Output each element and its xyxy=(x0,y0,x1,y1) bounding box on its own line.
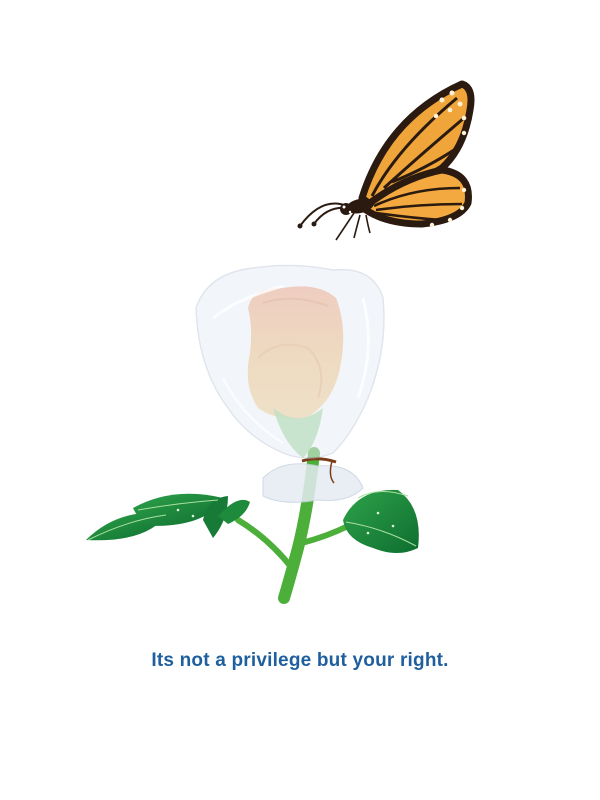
butterfly-icon xyxy=(292,78,477,248)
tagline: Its not a privilege but your right. xyxy=(151,650,449,671)
rose-icon xyxy=(78,258,448,608)
